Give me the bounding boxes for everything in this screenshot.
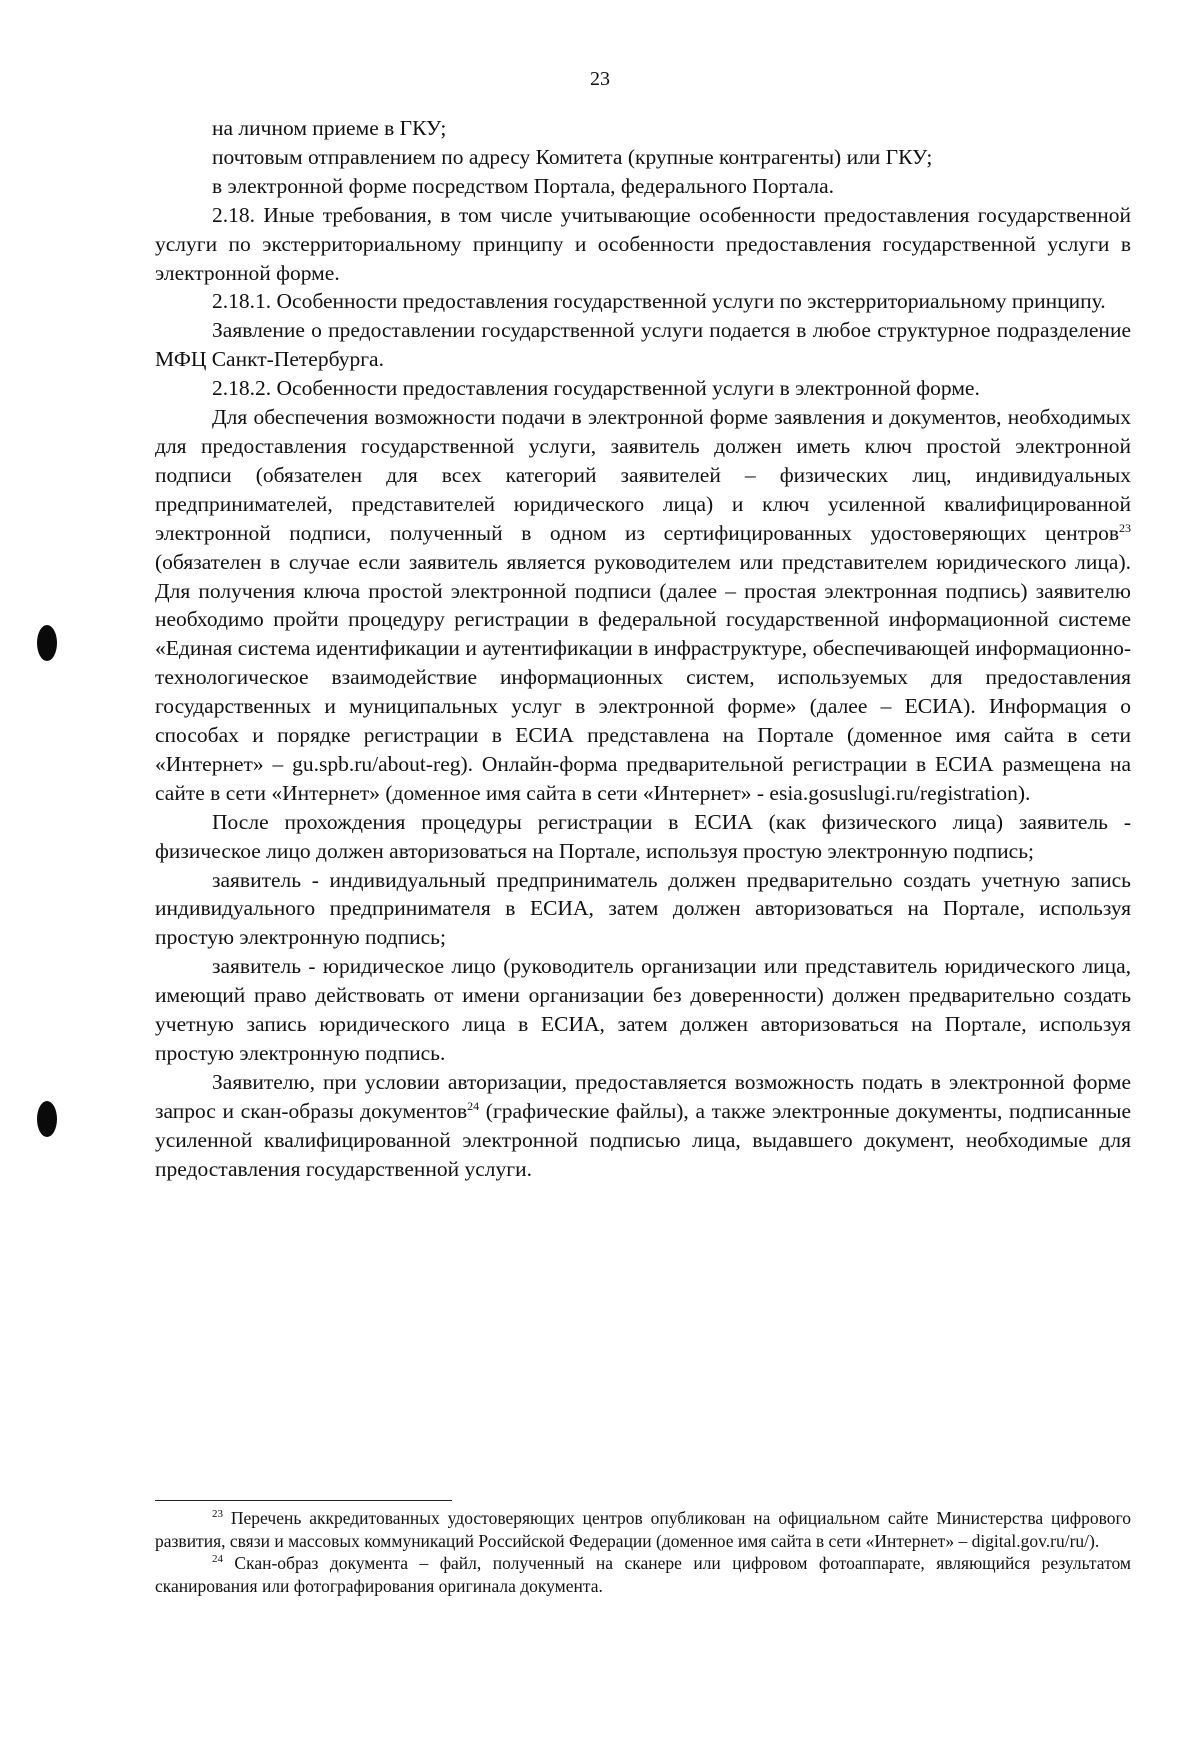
footnote-marker: 23 (212, 1508, 223, 1521)
binder-hole-mark (37, 1101, 57, 1137)
paragraph: на личном приеме в ГКУ; (212, 116, 447, 140)
footnotes (155, 1507, 1131, 1597)
footnote-text: Скан-образ документа – файл, полученный на сканере или цифровом фотоаппарате, являющийся результатом сканирования или фотографирования оригинала документа. (155, 1553, 1131, 1596)
paragraph: заявитель - юридическое лицо (руководитель организации или представитель юридического лица, имеющий право действовать от имени организации без доверенности) должен предварительно создать учетную запись юридического лица в ЕСИА, затем должен авторизоваться на Портале, используя простую электронную подпись. (155, 954, 1131, 1065)
section-2-18-heading: 2.18. Иные требования, в том числе учитывающие особенности предоставления государственной услуги по экстерриториальному принципу и особенности предоставления государственной услуги в электронной форме. (155, 202, 1131, 285)
paragraph: в электронной форме посредством Портала, федерального Портала. (212, 173, 835, 198)
footnote-text: Перечень аккредитованных удостоверяющих центров опубликован на официальном сайте Министерства цифрового развития, связи и массовых коммуникаций Российской Федерации (доменное имя сайта в сети «Интернет» – digital.gov.ru/ru/). (155, 1508, 1131, 1551)
text-run: Заявителю, при условии авторизации, предоставляется возможность подать в электронной форме запрос и скан-образы документов (155, 1069, 1131, 1123)
footnote-reference: 23 (1119, 520, 1131, 535)
section-2-18-2-heading: 2.18.2. Особенности предоставления государственной услуги в электронной форме. (212, 376, 980, 401)
binder-hole-mark (37, 625, 57, 661)
footnote-separator (155, 1500, 452, 1501)
footnote-reference: 24 (467, 1098, 480, 1113)
document-body (155, 114, 1131, 1184)
paragraph: Заявление о предоставлении государственной услуги подается в любое структурное подразделение МФЦ Санкт-Петербурга. (155, 318, 1131, 372)
footnote (155, 1552, 1131, 1597)
paragraph: заявитель - индивидуальный предприниматель должен предварительно создать учетную запись индивидуального предпринимателя в ЕСИА, затем должен авторизоваться на Портале, используя простую электронную подпись; (155, 867, 1131, 950)
footnote-marker: 24 (212, 1553, 223, 1566)
text-run: Для обеспечения возможности подачи в электронной форме заявления и документов, необходимых для предоставления государственной услуги, заявитель должен иметь ключ простой электронной подписи (обязателен для всех категорий заявителей – физических лиц, индивидуальных предпринимателей, представителей юридического лица) и ключ усиленной квалифицированной электронной подписи, полученный в одном из сертифицированных удостоверяющих центров (155, 405, 1131, 545)
paragraph: После прохождения процедуры регистрации в ЕСИА (как физического лица) заявитель - физическое лицо должен авторизоваться на Портале, используя простую электронную подпись; (155, 809, 1131, 863)
text-run: (обязателен в случае если заявитель является руководителем или представителем юридического лица). Для получения ключа простой электронной подписи (далее – простая электронная подпись) заявителю необходимо пройти процедуру регистрации в федеральной государственной информационной системе «Единая система идентификации и аутентификации в инфраструктуре, обеспечивающей информационно-технологическое взаимодействие информационных систем, используемых для предоставления государственных и муниципальных услуг в электронной форме» (далее – ЕСИА). Информация о способах и порядке регистрации в ЕСИА представлена на Портале (доменное имя сайта в сети «Интернет» – gu.spb.ru/about-reg). Онлайн-форма предварительной регистрации в ЕСИА размещена на сайте в сети «Интернет» (доменное имя сайта в сети «Интернет» - esia.gosuslugi.ru/registration). (155, 549, 1131, 805)
section-2-18-1-heading: 2.18.1. Особенности предоставления государственной услуги по экстерриториальному принципу. (212, 289, 1106, 314)
paragraph: почтовым отправлением по адресу Комитета (крупные контрагенты) или ГКУ; (212, 144, 933, 169)
footnote (155, 1507, 1131, 1552)
paragraph (155, 1068, 1131, 1184)
page-number: 23 (590, 68, 610, 90)
text-run: (графические файлы), а также электронные документы, подписанные усиленной квалифицированной электронной подписью лица, выдавшего документ, необходимые для предоставления государственной услуги. (155, 1098, 1131, 1181)
paragraph (155, 403, 1131, 808)
